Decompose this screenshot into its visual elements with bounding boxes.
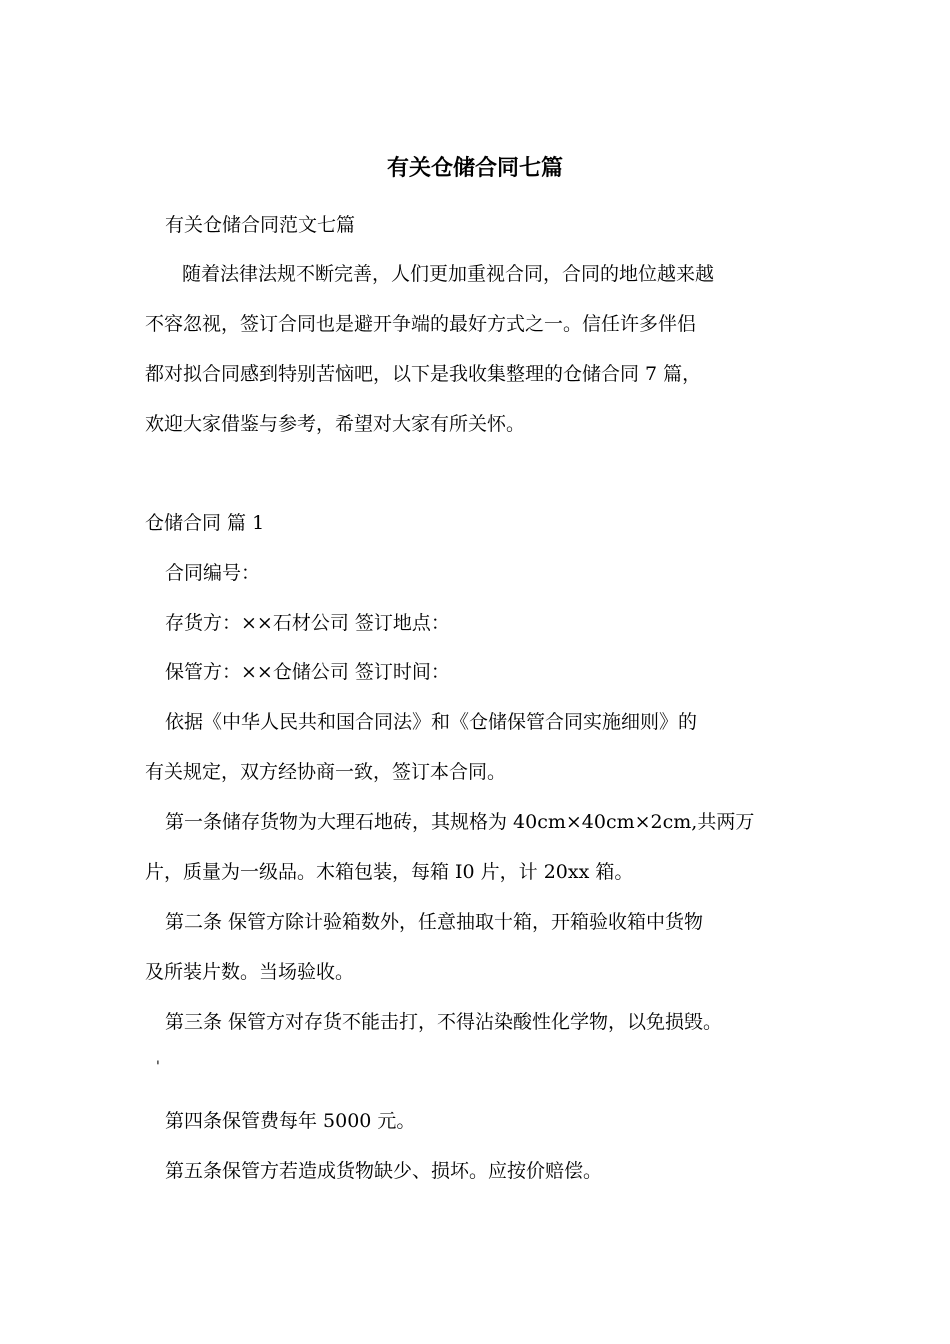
subtitle-line: 有关仓储合同范文七篇 <box>165 214 356 236</box>
intro-line-1: 随着法律法规不断完善，人们更加重视合同，合同的地位越来越 <box>182 263 715 285</box>
depositor-line: 存货方：××石材公司 签订地点： <box>165 612 450 634</box>
basis-line-1: 依据《中华人民共和国合同法》和《仓储保管合同实施细则》的 <box>165 711 698 733</box>
stray-mark: ' <box>156 1059 160 1075</box>
custodian-line: 保管方：××仓储公司 签订时间： <box>165 661 450 683</box>
document-title: 有关仓储合同七篇 <box>386 156 563 181</box>
intro-line-4: 欢迎大家借鉴与参考，希望对大家有所关怀。 <box>145 413 526 435</box>
contract-number-line: 合同编号： <box>165 562 261 584</box>
article-1-line-1: 第一条储存货物为大理石地砖，其规格为 40cm×40cm×2cm,共两万 <box>165 811 755 833</box>
section-heading: 仓储合同 篇 1 <box>145 512 265 534</box>
article-5-line: 第五条保管方若造成货物缺少、损坏。应按价赔偿。 <box>165 1160 603 1182</box>
article-1-line-2: 片，质量为一级品。木箱包装，每箱 I0 片，计 20xx 箱。 <box>145 861 634 883</box>
article-4-line: 第四条保管费每年 5000 元。 <box>165 1110 416 1132</box>
intro-line-3: 都对拟合同感到特别苦恼吧，以下是我收集整理的仓储合同 7 篇， <box>145 363 702 385</box>
basis-line-2: 有关规定，双方经协商一致，签订本合同。 <box>145 761 507 783</box>
intro-line-2: 不容忽视，签订合同也是避开争端的最好方式之一。信任许多伴侣 <box>145 313 697 335</box>
article-2-line-2: 及所装片数。当场验收。 <box>145 961 355 983</box>
article-2-line-1: 第二条 保管方除计验箱数外，任意抽取十箱，开箱验收箱中货物 <box>165 911 704 933</box>
article-3-line: 第三条 保管方对存货不能击打，不得沾染酸性化学物，以免损毁。 <box>165 1011 723 1033</box>
